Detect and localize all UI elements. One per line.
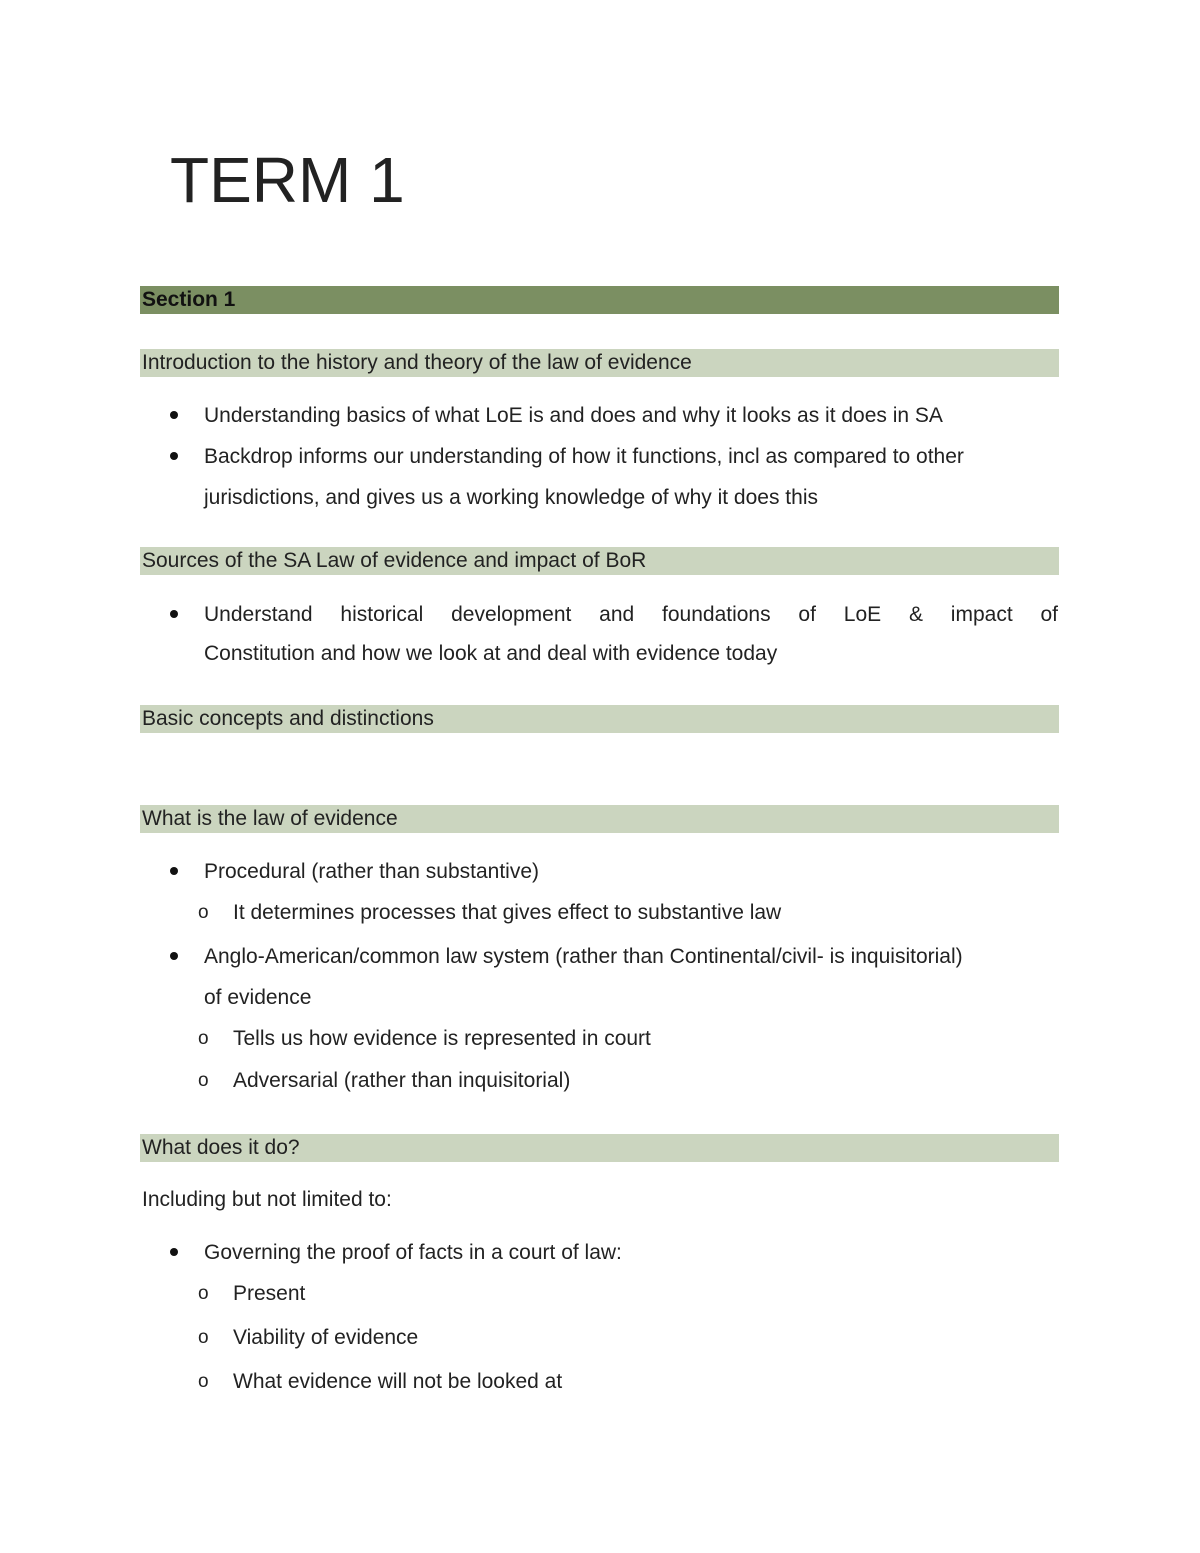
topic-heading-sources: Sources of the SA Law of evidence and impact of BoR xyxy=(140,547,1059,575)
sub-list-item: Adversarial (rather than inquisitorial) xyxy=(233,1069,571,1092)
topic-heading-what-is: What is the law of evidence xyxy=(140,805,1059,833)
sub-list-item: It determines processes that gives effect to substantive law xyxy=(233,901,782,924)
bullet-icon xyxy=(170,610,178,618)
list-item: Understand historical development and foundations of LoE & impact of xyxy=(204,603,1058,626)
bullet-icon xyxy=(170,1248,178,1256)
sub-list-item: Tells us how evidence is represented in court xyxy=(233,1027,651,1050)
list-item: Procedural (rather than substantive) xyxy=(204,860,540,883)
bullet-icon xyxy=(170,952,178,960)
sub-bullet-icon: o xyxy=(198,902,209,923)
sub-list-item: What evidence will not be looked at xyxy=(233,1370,563,1393)
topic-heading-history: Introduction to the history and theory of the law of evidence xyxy=(140,349,1059,377)
section-heading: Section 1 xyxy=(140,286,1059,314)
topic-heading-what-does-it-do: What does it do? xyxy=(140,1134,1059,1162)
page-title: TERM 1 xyxy=(170,144,405,216)
list-item: Anglo-American/common law system (rather than Continental/civil- is inquisitorial) xyxy=(204,945,963,968)
list-item: Governing the proof of facts in a court of law: xyxy=(204,1241,622,1264)
paragraph-text: Including but not limited to: xyxy=(142,1188,392,1211)
sub-bullet-icon: o xyxy=(198,1327,209,1348)
sub-bullet-icon: o xyxy=(198,1070,209,1091)
sub-list-item: Present xyxy=(233,1282,306,1305)
list-item: Understanding basics of what LoE is and does and why it looks as it does in SA xyxy=(204,404,943,427)
bullet-icon xyxy=(170,411,178,419)
sub-bullet-icon: o xyxy=(198,1371,209,1392)
list-item-continuation: jurisdictions, and gives us a working knowledge of why it does this xyxy=(204,486,818,509)
sub-bullet-icon: o xyxy=(198,1283,209,1304)
list-item: Backdrop informs our understanding of how it functions, incl as compared to other xyxy=(204,445,964,468)
sub-list-item: Viability of evidence xyxy=(233,1326,419,1349)
topic-heading-basic-concepts: Basic concepts and distinctions xyxy=(140,705,1059,733)
bullet-icon xyxy=(170,452,178,460)
sub-bullet-icon: o xyxy=(198,1028,209,1049)
list-item-continuation: of evidence xyxy=(204,986,312,1009)
list-item-continuation: Constitution and how we look at and deal with evidence today xyxy=(204,642,778,665)
bullet-icon xyxy=(170,867,178,875)
